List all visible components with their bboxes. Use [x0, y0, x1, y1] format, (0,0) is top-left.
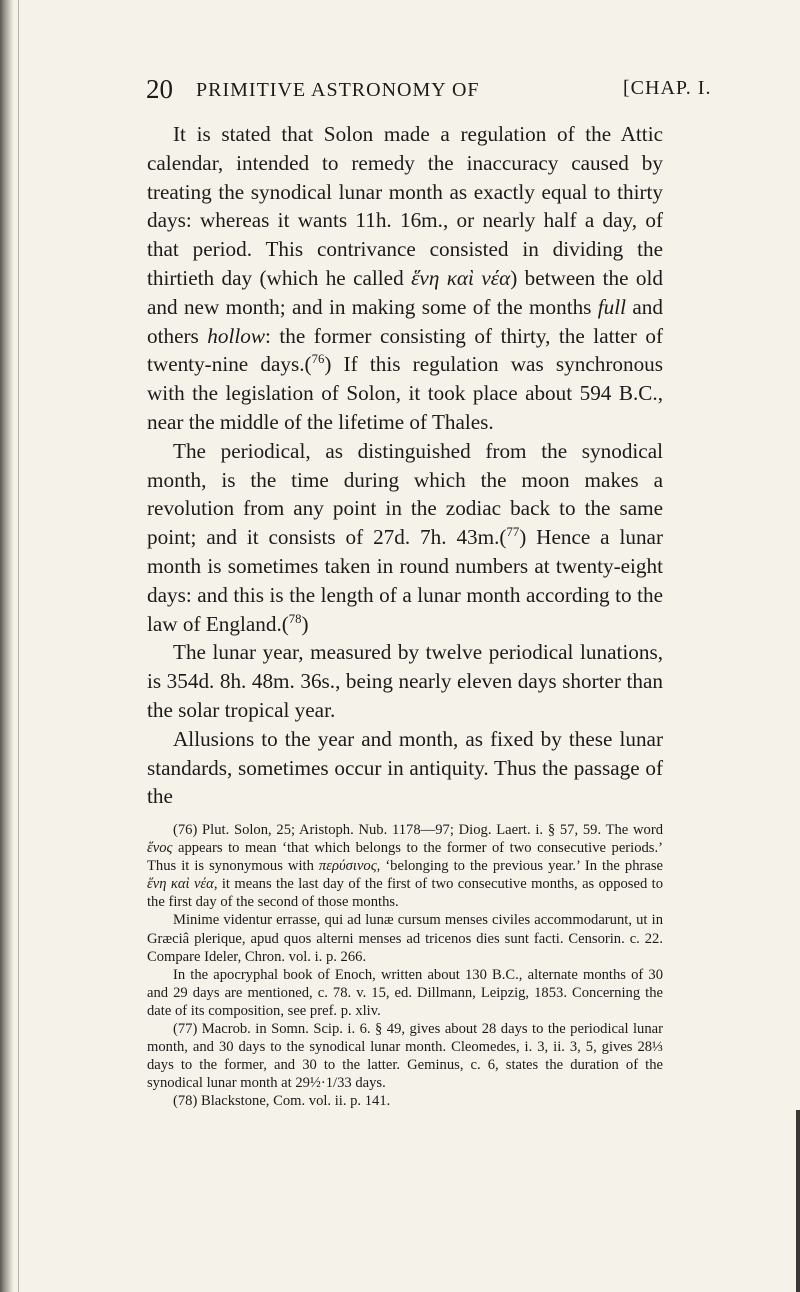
text-run: ) Hence a lunar month is sometimes taken in round numbers at twenty-eight days: and this is the length of a lunar month according to the law of England.( [147, 525, 663, 636]
text-run: appears to mean ‘that which belongs to the former of two consecutive periods.’ Thus it is synonymous with [147, 840, 663, 875]
footnote-76-enoch: In the apocryphal book of Enoch, written about 130 B.C., alternate months of 30 and 29 days are mentioned, c. 78. v. 15, ed. Dillmann, Leipzig, 1853. Concerning the date of its composition, see pref. p. xliv. [147, 966, 663, 1019]
text-run: and others [147, 294, 663, 348]
footnote-76-latin: Minime videntur errasse, qui ad lunæ cursum menses civiles accommodarunt, ut in Græciâ plerique, apud quos alterni menses ad tricenos dies sunt facti. Censorin. c. 22. Compare Ideler, Chron. vol. i. p. 266. [147, 912, 663, 965]
text-run: ) [301, 611, 309, 636]
footnotes [147, 821, 663, 1111]
main-text [147, 120, 663, 811]
paragraph-4: Allusions to the year and month, as fixed by these lunar standards, sometimes occur in antiquity. Thus the passage of the [147, 726, 663, 809]
paragraph-3: The lunar year, measured by twelve periodical lunations, is 354d. 8h. 48m. 36s., being nearly eleven days shorter than the solar tropical year. [147, 640, 663, 722]
footnote-76 [147, 821, 663, 911]
binding-line [18, 0, 19, 1292]
italic-word-full: full [597, 294, 627, 319]
page-edge-shadow [796, 1110, 800, 1292]
text-run: , it means the last day of the first of two consecutive months, as opposed to the first day of the second of those months. [147, 876, 663, 911]
page-number: 20 [146, 74, 173, 104]
italic-word-hollow: hollow [207, 323, 265, 348]
greek-phrase: ἕνη καὶ νέα [411, 265, 511, 290]
text-run: The periodical, as distinguished from the synodical month, is the time during which the moon makes a revolution from any point in the zodiac back to the same point; and it consists of 27d. 7h. 43m.( [147, 438, 663, 550]
text-run: ) If this regulation was synchronous with the legislation of Solon, it took place about 594 B.C., near the middle of the lifetime of Thales. [147, 352, 664, 434]
text-run: ) between the old and new month; and in making some of the months [147, 265, 663, 319]
footnote-78: (78) Blackstone, Com. vol. ii. p. 141. [173, 1093, 391, 1110]
greek-word: ἕνος [147, 840, 173, 857]
footnote-ref-78: 78 [288, 611, 302, 626]
chapter-marker: [CHAP. I. [623, 77, 712, 99]
text-run: : the former consisting of thirty, the latter of twenty-nine days.( [147, 323, 663, 377]
text-run: (76) Plut. Solon, 25; Aristoph. Nub. 1178—97; Diog. Laert. i. § 57, 59. The word [173, 822, 663, 838]
footnote-77: (77) Macrob. in Somn. Scip. i. 6. § 49, gives about 28 days to the periodical lunar month, and 30 days to the synodical lunar month. Cleomedes, i. 3, ii. 3, 5, gives 28⅓ days to the former, and 30 to the latter. Geminus, c. 6, states the duration of the synodical lunar month at 29½·1/33 days. [147, 1021, 663, 1092]
greek-phrase: ἕνη καὶ νέα [147, 876, 214, 893]
running-header [0, 74, 800, 114]
paragraph-1 [147, 120, 663, 437]
binding-shadow [0, 0, 14, 1292]
greek-word: περύσινος [318, 858, 377, 875]
footnote-ref-76: 76 [311, 352, 325, 367]
text-run: , ‘belonging to the previous year.’ In the phrase [376, 858, 663, 875]
text-run: It is stated that Solon made a regulation of the Attic calendar, intended to remedy the inaccuracy caused by treating the synodical lunar month as exactly equal to thirty days: whereas it wants 11h. 16m., or nearly half a day, of that period. This contrivance consisted in dividing the thirtieth day (which he called [147, 122, 663, 290]
footnote-ref-77: 77 [506, 525, 520, 540]
running-title: PRIMITIVE ASTRONOMY OF [196, 79, 480, 101]
paragraph-2 [147, 437, 663, 639]
